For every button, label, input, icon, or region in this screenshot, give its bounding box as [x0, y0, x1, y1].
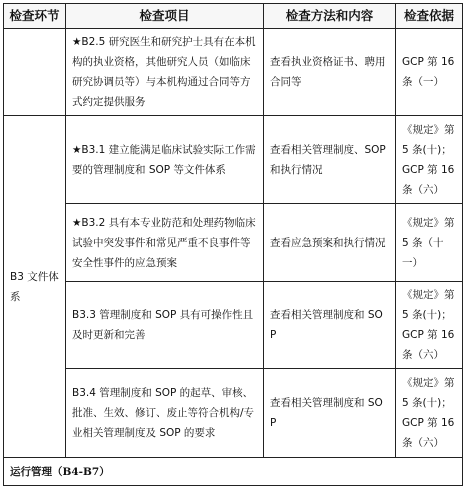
- item-cell: ★B3.1 建立能满足临床试验实际工作需要的管理制度和 SOP 等文件体系: [66, 116, 264, 204]
- method-cell: 查看相关管理制度和 SOP: [264, 369, 396, 458]
- method-cell: 查看相关管理制度、SOP 和执行情况: [264, 116, 396, 204]
- section-footer-row: [4, 458, 463, 486]
- method-cell: 查看应急预案和执行情况: [264, 204, 396, 282]
- item-cell: ★B3.2 具有本专业防范和处理药物临床试验中突发事件和常见严重不良事件等安全性事件的应急预案: [66, 204, 264, 282]
- header-method: 检查方法和内容: [264, 4, 396, 29]
- table-row: [4, 29, 463, 116]
- basis-cell: 《规定》第 5 条(十)；GCP 第 16 条（六）: [396, 369, 463, 458]
- method-cell: 查看相关管理制度和 SOP: [264, 282, 396, 369]
- method-cell: 查看执业资格证书、聘用合同等: [264, 29, 396, 116]
- header-stage: 检查环节: [4, 4, 66, 29]
- basis-cell: 《规定》第 5 条(十)；GCP 第 16 条（六）: [396, 116, 463, 204]
- stage-cell-empty: [4, 29, 66, 116]
- header-item: 检查项目: [66, 4, 264, 29]
- item-cell: ★B2.5 研究医生和研究护士具有在本机构的执业资格，其他研究人员（如临床研究协调员等）与本机构通过合同等方式约定提供服务: [66, 29, 264, 116]
- header-row: [4, 4, 463, 29]
- item-cell: B3.3 管理制度和 SOP 具有可操作性且及时更新和完善: [66, 282, 264, 369]
- table-row: [4, 282, 463, 369]
- basis-cell: 《规定》第 5 条（十一）: [396, 204, 463, 282]
- inspection-table: [3, 3, 463, 486]
- table-row: [4, 204, 463, 282]
- basis-cell: 《规定》第 5 条(十)；GCP 第 16 条（六）: [396, 282, 463, 369]
- table-row: [4, 116, 463, 204]
- stage-cell: B3 文件体系: [4, 116, 66, 458]
- basis-cell: GCP 第 16 条（一）: [396, 29, 463, 116]
- item-cell: B3.4 管理制度和 SOP 的起草、审核、批准、生效、修订、废止等符合机构/专业相关管理制度及 SOP 的要求: [66, 369, 264, 458]
- header-basis: 检查依据: [396, 4, 463, 29]
- table-row: [4, 369, 463, 458]
- section-title: 运行管理（B4-B7）: [4, 458, 463, 486]
